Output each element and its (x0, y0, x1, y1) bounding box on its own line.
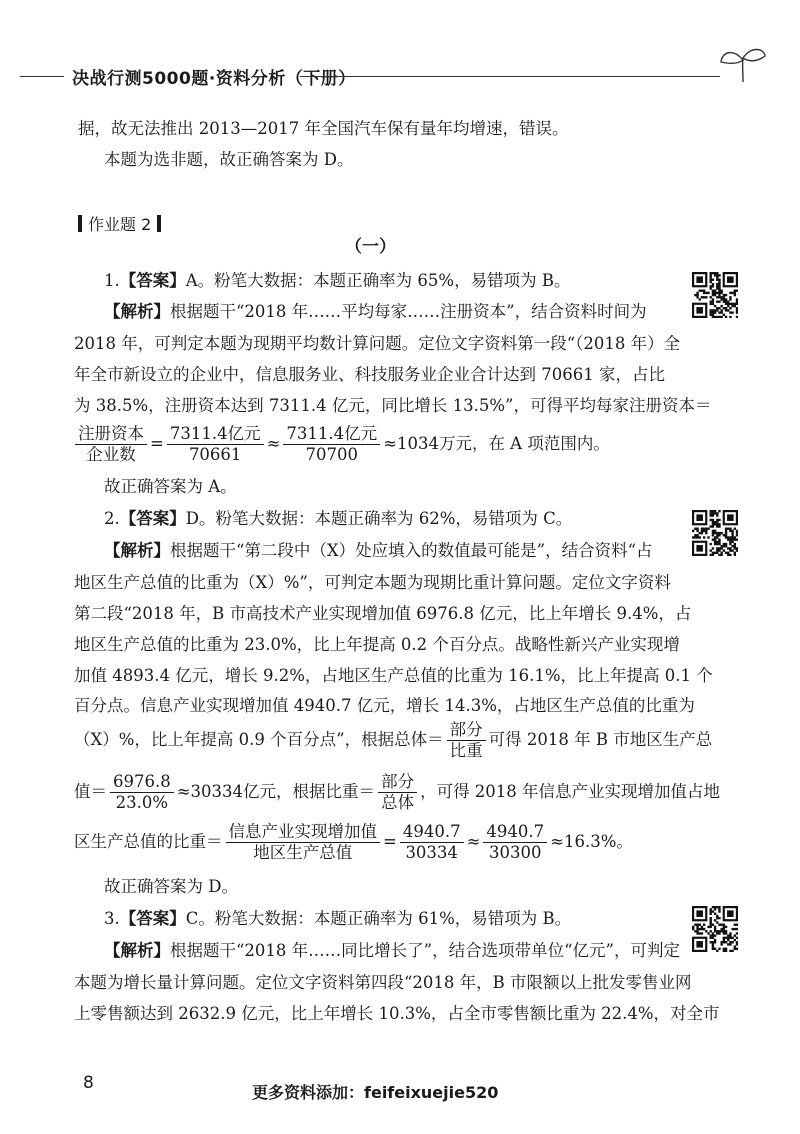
q3-analysis-tag: 【解析】 (104, 941, 170, 960)
q2-line-7-head: （X）%，比上年提高 0.9 个百分点”，根据总体＝ (74, 730, 444, 749)
q3-analysis-text-1: 根据题干“2018 年……同比增长了”，结合选项带单位“亿元”，可判定 (170, 941, 680, 960)
q1-fraction-2 (167, 424, 264, 465)
section-mark-right (157, 215, 161, 232)
intro-line-1: 据，故无法推出 2013—2017 年全国汽车保有量年均增速，错误。 (78, 119, 569, 138)
q2-line-9-tail: ≈16.3%。 (550, 832, 633, 851)
section-title (72, 212, 167, 235)
q2-fraction-d-numerator: 信息产业实现增加值 (226, 822, 381, 843)
q1-answer-tag: 【答案】 (119, 271, 186, 290)
q1-fraction-1-denominator: 企业数 (86, 445, 136, 464)
q3-number: 3. (104, 909, 120, 928)
q2-fraction-e-numerator: 4940.7 (400, 822, 464, 843)
intro-line-2: 本题为选非题，故正确答案为 D。 (104, 150, 354, 169)
q2-fraction-b-denominator: 23.0% (115, 793, 169, 812)
q3-analysis-line-2: 本题为增长量计算问题。定位文字资料第四段“2018 年，B 市限额以上批发零售业网 (74, 973, 692, 992)
q2-fraction-d-denominator: 地区生产总值 (253, 843, 353, 862)
q2-approx: ≈ (466, 832, 481, 851)
q2-fraction-f-numerator: 4940.7 (483, 822, 547, 843)
q1-approx: ≈ (266, 434, 281, 453)
q2-line-8-head: 值＝ (74, 782, 107, 801)
q1-fraction-3-numerator: 7311.4亿元 (283, 424, 380, 445)
q1-analysis-text-1: 根据题干“2018 年……平均每家……注册资本”，结合资料时间为 (170, 302, 647, 321)
section-title-text: 作业题 2 (88, 215, 152, 234)
q2-number: 2. (104, 509, 120, 528)
q1-fraction-1 (75, 424, 147, 465)
q2-answer-tag: 【答案】 (119, 509, 186, 528)
sprout-icon (718, 44, 768, 84)
header-rule-right (300, 76, 720, 77)
qr-code-q3[interactable] (692, 906, 738, 952)
qr-code-icon (692, 272, 738, 318)
qr-code-q1[interactable] (692, 272, 738, 318)
q1-answer-line (104, 270, 570, 292)
q2-analysis-line-5: 加值 4893.4 亿元，增长 9.2%，占地区生产总值的比重为 16.1%，比上年提高 0.1 个 (74, 666, 713, 685)
q1-number: 1. (104, 271, 120, 290)
q1-fraction-1-numerator: 注册资本 (75, 424, 147, 445)
qr-code-icon (692, 906, 738, 952)
q1-fraction-2-numerator: 7311.4亿元 (167, 424, 264, 445)
q1-fraction-2-denominator: 70661 (188, 445, 242, 464)
section-mark-left (78, 215, 82, 232)
q1-analysis-line-1 (104, 301, 647, 323)
q1-fraction-3-denominator: 70700 (305, 445, 358, 464)
q2-analysis-line-8 (74, 772, 720, 813)
qr-code-icon (692, 510, 738, 556)
q1-conclusion: 故正确答案为 A。 (104, 477, 237, 496)
q2-analysis-tag: 【解析】 (104, 541, 170, 560)
q1-analysis-tag: 【解析】 (104, 302, 170, 321)
q1-answer-text: A。粉笔大数据：本题正确率为 65%，易错项为 B。 (185, 271, 571, 290)
q1-fraction-3 (283, 424, 380, 465)
q1-formula-line (72, 424, 610, 465)
q2-line-7-tail: 可得 2018 年 B 市地区生产总 (488, 730, 713, 749)
q2-fraction-a (447, 720, 486, 761)
q2-fraction-c-denominator: 总体 (381, 793, 415, 812)
q2-analysis-line-6: 百分点。信息产业实现增加值 4940.7 亿元，增长 14.3%，占地区生产总值的比重为 (74, 696, 695, 715)
q2-analysis-line-3: 第二段“2018 年，B 市高技术产业实现增加值 6976.8 亿元，比上年增长 9.4%，占 (74, 604, 692, 623)
q2-line-9-head: 区生产总值的比重＝ (74, 832, 223, 851)
q2-line-8-tail: ，可得 2018 年信息产业实现增加值占地 (420, 782, 721, 801)
q2-fraction-a-denominator: 比重 (449, 741, 483, 760)
q2-fraction-d (226, 822, 381, 863)
footer-note: 更多资料添加：feifeixuejie520 (252, 1083, 499, 1102)
header-rule-left (20, 76, 64, 77)
q3-analysis-line-1 (104, 940, 680, 962)
q2-fraction-e (400, 822, 464, 863)
q2-analysis-line-4: 地区生产总值的比重为 23.0%，比上年提高 0.2 个百分点。战略性新兴产业实现增 (74, 635, 680, 654)
q1-equals: = (150, 434, 164, 453)
q1-analysis-line-4: 为 38.5%，注册资本达到 7311.4 亿元，同比增长 13.5%”，可得平均每家注册资本＝ (74, 396, 712, 415)
q2-analysis-line-9 (74, 822, 633, 863)
q2-fraction-f (483, 822, 547, 863)
page-number: 8 (83, 1073, 94, 1093)
q2-analysis-line-2: 地区生产总值的比重为（X）%”，可判定本题为现期比重计算问题。定位文字资料 (74, 573, 671, 592)
q2-analysis-text-1: 根据题干“第二段中（X）处应填入的数值最可能是”，结合资料“占 (170, 541, 653, 560)
q1-analysis-line-3: 年全市新设立的企业中，信息服务业、科技服务业企业合计达到 70661 家，占比 (74, 365, 665, 384)
q2-line-8-mid: ≈30334亿元，根据比重＝ (176, 782, 376, 801)
q2-analysis-line-1 (104, 540, 653, 562)
q3-analysis-line-3: 上零售额达到 2632.9 亿元，比上年增长 10.3%，占全市零售额比重为 22.4%，对全市 (74, 1004, 720, 1023)
q1-analysis-line-2: 2018 年，可判定本题为现期平均数计算问题。定位文字资料第一段“（2018 年）全 (74, 334, 681, 353)
q2-fraction-b-numerator: 6976.8 (110, 772, 174, 793)
part-title: （一） (345, 237, 396, 257)
q3-answer-text: C。粉笔大数据：本题正确率为 61%，易错项为 B。 (185, 909, 572, 928)
q1-formula-tail: ≈1034万元，在 A 项范围内。 (383, 434, 610, 453)
q2-fraction-b (110, 772, 174, 813)
header-title: 决战行测5000题·资料分析（下册） (72, 69, 356, 89)
q2-answer-text: D。粉笔大数据：本题正确率为 62%，易错项为 C。 (185, 509, 573, 528)
q2-fraction-c (378, 772, 417, 813)
q3-answer-line (104, 908, 571, 930)
q2-fraction-c-numerator: 部分 (378, 772, 417, 793)
q2-analysis-line-7 (74, 720, 712, 761)
q2-answer-line (104, 508, 572, 530)
q2-equals: = (383, 832, 397, 851)
q2-fraction-a-numerator: 部分 (447, 720, 486, 741)
q2-fraction-e-denominator: 30334 (405, 843, 458, 862)
q2-conclusion: 故正确答案为 D。 (104, 877, 238, 896)
q3-answer-tag: 【答案】 (119, 909, 186, 928)
q2-fraction-f-denominator: 30300 (489, 843, 542, 862)
qr-code-q2[interactable] (692, 510, 738, 556)
